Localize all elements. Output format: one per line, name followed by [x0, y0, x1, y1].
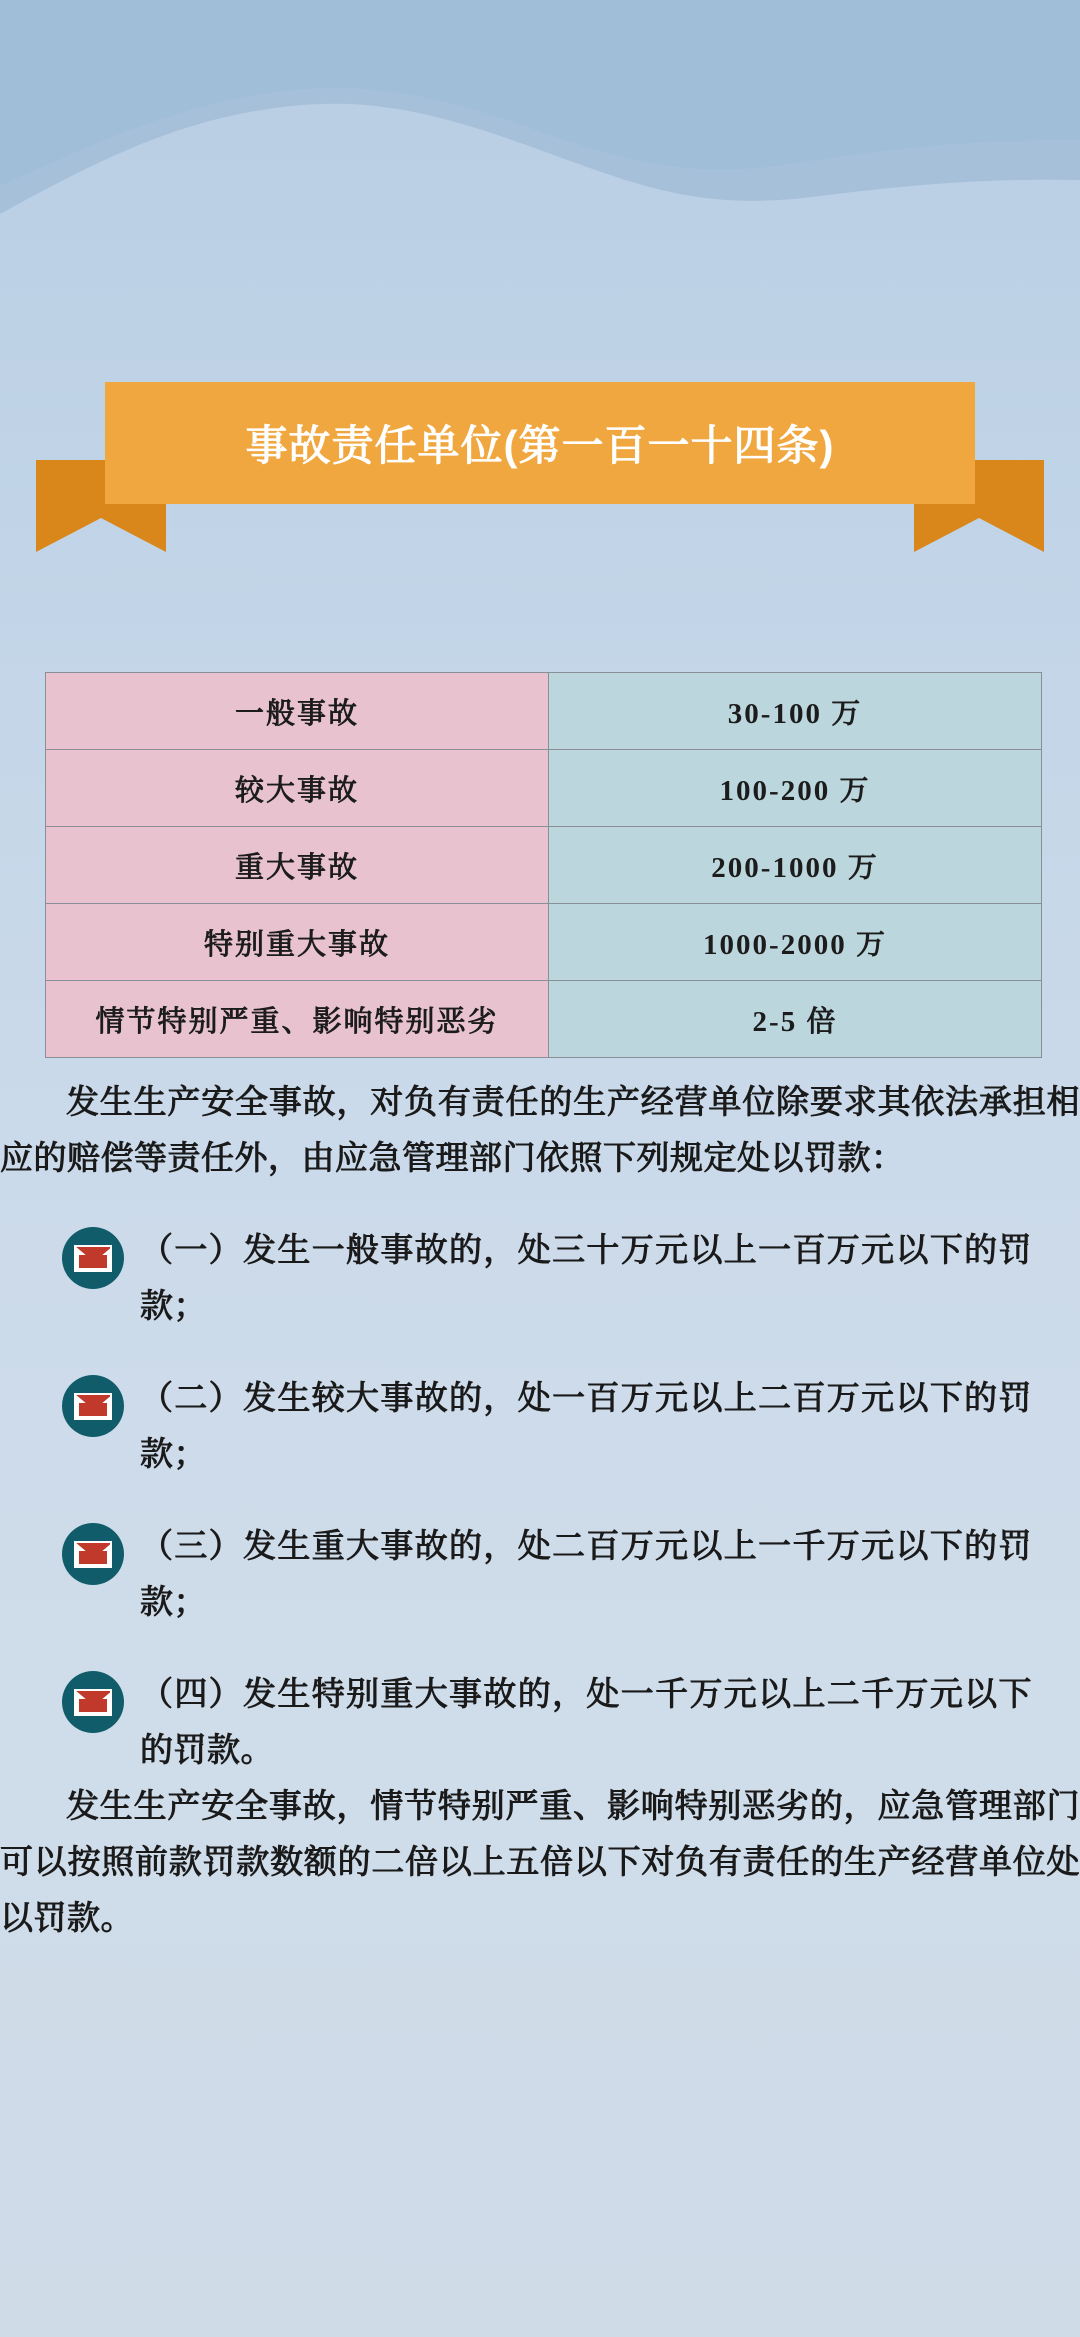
table-cell-amount: 2-5 倍	[549, 981, 1042, 1058]
banner-body	[105, 382, 975, 504]
table-cell-amount: 30-100 万	[549, 673, 1042, 750]
table-cell-category: 特别重大事故	[46, 904, 549, 981]
list-item-text: （三）发生重大事故的，处二百万元以上一千万元以下的罚款；	[140, 1529, 1032, 1621]
table-cell-category: 一般事故	[46, 673, 549, 750]
intro-paragraph: 发生生产安全事故，对负有责任的生产经营单位除要求其依法承担相应的赔偿等责任外，由应急管理部门依照下列规定处以罚款：	[0, 1085, 1080, 1177]
table-cell-amount: 1000-2000 万	[549, 904, 1042, 981]
table-row	[46, 904, 1042, 981]
table-row	[46, 673, 1042, 750]
list-item	[62, 1223, 1032, 1335]
list-item	[62, 1519, 1032, 1631]
envelope-icon	[62, 1671, 124, 1733]
banner	[0, 382, 1080, 602]
list-item-text: （二）发生较大事故的，处一百万元以上二百万元以下的罚款；	[140, 1381, 1032, 1473]
table-row	[46, 750, 1042, 827]
header-wave-background	[0, 0, 1080, 300]
table-cell-category: 较大事故	[46, 750, 549, 827]
table-row	[46, 981, 1042, 1058]
table-row	[46, 827, 1042, 904]
table-cell-amount: 200-1000 万	[549, 827, 1042, 904]
list-item	[62, 1371, 1032, 1483]
fine-table	[45, 672, 1035, 1058]
table-cell-category: 重大事故	[46, 827, 549, 904]
list-item	[62, 1667, 1032, 1779]
envelope-icon	[62, 1523, 124, 1585]
article-body	[0, 1075, 1080, 1947]
table-cell-amount: 100-200 万	[549, 750, 1042, 827]
envelope-icon	[62, 1227, 124, 1289]
list-item-text: （四）发生特别重大事故的，处一千万元以上二千万元以下的罚款。	[140, 1677, 1032, 1769]
table-cell-category: 情节特别严重、影响特别恶劣	[46, 981, 549, 1058]
closing-paragraph: 发生生产安全事故，情节特别严重、影响特别恶劣的，应急管理部门可以按照前款罚款数额的二倍以上五倍以下对负有责任的生产经营单位处以罚款。	[0, 1789, 1080, 1937]
list-item-text: （一）发生一般事故的，处三十万元以上一百万元以下的罚款；	[140, 1233, 1032, 1325]
envelope-icon	[62, 1375, 124, 1437]
banner-title: 事故责任单位(第一百一十四条)	[245, 422, 835, 469]
